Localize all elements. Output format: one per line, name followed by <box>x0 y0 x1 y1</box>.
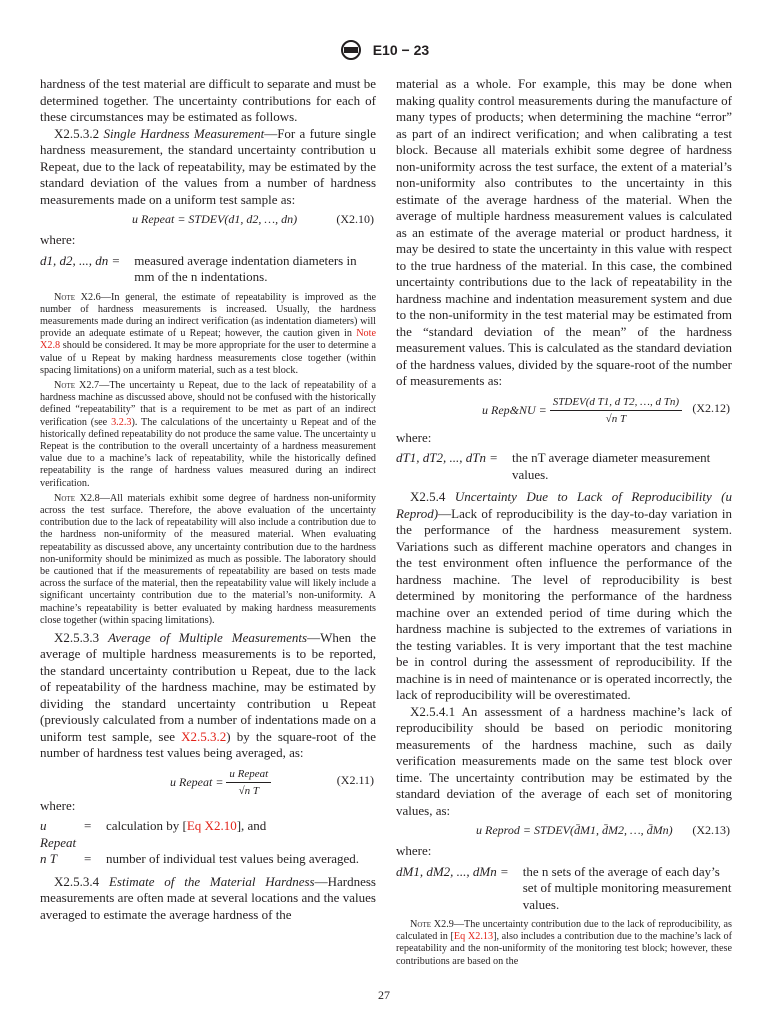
note-x2-7: Note X2.7—The uncertainty u Repeat, due to the lack of repeatability of a hardness machine as discussed above, should not be confused with the historically defined “repeatability” that is a requirement to be met as part of an indirect verification (see 3.2.3). The calculations of the uncertainty u Repeat and of the historically defined repeatability do not produce the same value. The uncertainty u Repeat is the contribution to the overall uncertainty of a hardness measurement value due to a machine’s lack of repeatability, while the historically defined repeatability is the range of hardness values measured during an indirect verification. <box>40 379 377 489</box>
where-label: where: <box>396 429 432 445</box>
section-link[interactable]: X2.5.3.2 <box>181 728 227 744</box>
definition-list: u Repeat = calculation by [Eq X2.10], and n T = number of individual test values being averaged. <box>40 818 360 867</box>
paragraph: material as a whole. For example, this may be done when making quality control measurements during the manufacture of many types of products; when determining the machine “error” as part of an indirect verification; and when calibrating a test block. Because all materials exhibit some degree of hardness non-uniformity across the test surface, the extent of a material’s non-uniformity also contributes to the uncertainty in this estimate of the average hardness of the material. When the average of multiple hardness measurement values is calculated as an estimate of the average material or product hardness, it may be desired to state the uncertainty in this value with respect to the true hardness of the material. In this case, the combined uncertainty contributions due to the lack of repeatability in the hardness machine and indentation measurement system and due to the non-uniformity in the test material may be estimated from the “standard deviation of the mean” of the hardness measurement values. This is calculated as the standard deviation of the hardness values, divided by the square-root of the number of measurements as: <box>396 76 732 388</box>
section-x2-5-3-4: X2.5.3.4 Estimate of the Material Hardness—Hardness measurements are often made at several locations and the values averaged to estimate the average hardness of the <box>40 873 376 922</box>
note-x2-6: Note X2.6—In general, the estimate of repeatability is improved as the number of hardness measurements is increased. Usually, the hardness measurements made during an indirect verification (as indentation diameters) will provide an adequate estimate of u Repeat; however, the caution given in Note X2.8 should be considered. It may be more appropriate for the user to determine a value of u Repeat by making hardness measurements close together (within spacing limitations) on a uniform material, such as a test block. <box>40 291 376 376</box>
left-column <box>40 76 376 923</box>
section-x2-5-4-1: X2.5.4.1 An assessment of a hardness machine’s lack of reproducibility should be based on periodic monitoring measurements of the hardness machine, such as daily verification measurements made on the same test block over time. The uncertainty contribution may be estimated by the standard deviation of the average of each set of monitoring values, as: <box>396 703 732 818</box>
equation-x2-10: u Repeat = STDEV(d1, d2, …, dn) (X2.10) <box>132 212 374 226</box>
equation-x2-13: u Reprod = STDEV(d̄M1, d̄M2, …, d̄Mn) (X2.13) <box>476 823 730 837</box>
right-column <box>396 76 732 971</box>
where-label: where: <box>396 843 432 858</box>
where-label: where: <box>40 232 76 247</box>
section-x2-5-3-3: X2.5.3.3 Average of Multiple Measurements—When the average of multiple hardness measurements is to be reported, the standard uncertainty contribution u Repeat, due to the lack of repeatability of the hardness machine, may be estimated by dividing the standard uncertainty contribution u Repeat (previously calculated from a number of indentations made on a uniform test sample, see X2.5.3.2) by the square-root of the number of hardness test values being averaged, as: <box>40 629 376 761</box>
section-title: Single Hardness Measurement <box>103 125 265 141</box>
definition-list: dT1, dT2, ..., dTn = the nT average diameter measurement values. <box>396 450 711 482</box>
equation-link[interactable]: Eq X2.10 <box>186 818 237 834</box>
astm-logo-icon <box>339 40 363 63</box>
section-x2-5-3-2: X2.5.3.2 Single Hardness Measurement—For a future single hardness measurement, the standard uncertainty contribution u Repeat, due to the lack of repeatability, may be estimated by the standard deviation of the values from a number of hardness measurements made on a uniform test sample as: <box>40 125 377 207</box>
equation-x2-11: u Repeat = $\frac{\text{u Repeat}}{\text{√n T}}$ (X2.11) <box>170 767 374 798</box>
definition-list: dM1, dM2, ..., dMn = the n sets of the average of each day’s set of multiple monitoring measurement values. <box>396 863 732 912</box>
where-label: where: <box>40 797 76 813</box>
section-x2-5-4: X2.5.4 Uncertainty Due to Lack of Reproducibility (u Reprod)—Lack of reproducibility is the day-to-day variation in the performance of the hardness measurement system. Variations such as different machine operators and changes in the test environment often influence the performance of the hardness machine. The level of reproducibility is best determined by monitoring the performance of the hardness machine over an extended period of time during which the hardness machine is subjected to the extremes of variations in the testing variables. It is very important that the test machine be in control during the assessment of reproducibility. If the machine is in need of maintenance or is operated incorrectly, the lack of reproducibility will be overestimated. <box>396 489 732 702</box>
page-header <box>0 40 768 63</box>
definition-list: d1, d2, ..., dn = measured average indentation diameters in mm of the n indentations. <box>40 252 357 284</box>
section-link[interactable]: 3.2.3 <box>111 416 132 428</box>
note-link[interactable]: Note X2.8 <box>40 328 376 352</box>
note-x2-8: Note X2.8—All materials exhibit some degree of hardness non-uniformity across the test surface. Therefore, the above evaluation of the uncertainty contribution due to the lack of repeatability will also include a contribution due to the hardness non-uniformity of the measured material. When evaluating repeatability as discussed above, any uncertainty contribution due to the hardness non-uniformity should be minimized as much as possible. The laboratory should be cautioned that if the measurements of repeatability are based on tests made across the surface of the material, then the repeatability value will likely include a significant uncertainty contribution due to the material’s non-uniformity. A machine’s repeatability is better evaluated by making hardness measurements close together (within spacing limitations). <box>40 492 377 626</box>
note-x2-9: Note X2.9—The uncertainty contribution due to the lack of reproducibility, as calculated in [Eq X2.13], also includes a contribution due to the machine’s lack of repeatability and the non-uniformity of the monitoring test block; however, these contributions are based on the <box>396 919 732 967</box>
equation-link[interactable]: Eq X2.13 <box>453 931 494 943</box>
document-designation: E10 − 23 <box>372 42 430 59</box>
page-number: 27 <box>378 988 390 1002</box>
equation-x2-12: u Rep&NU = $\frac{\text{STDEV(d T1, d T2, …, d Tn)}}{\text{√n T}}$ (X2.12) <box>482 395 730 425</box>
paragraph: hardness of the test material are difficult to separate and must be determined together. The uncertainty contributions for each of these circumstances may be estimated as follows. <box>40 76 376 124</box>
